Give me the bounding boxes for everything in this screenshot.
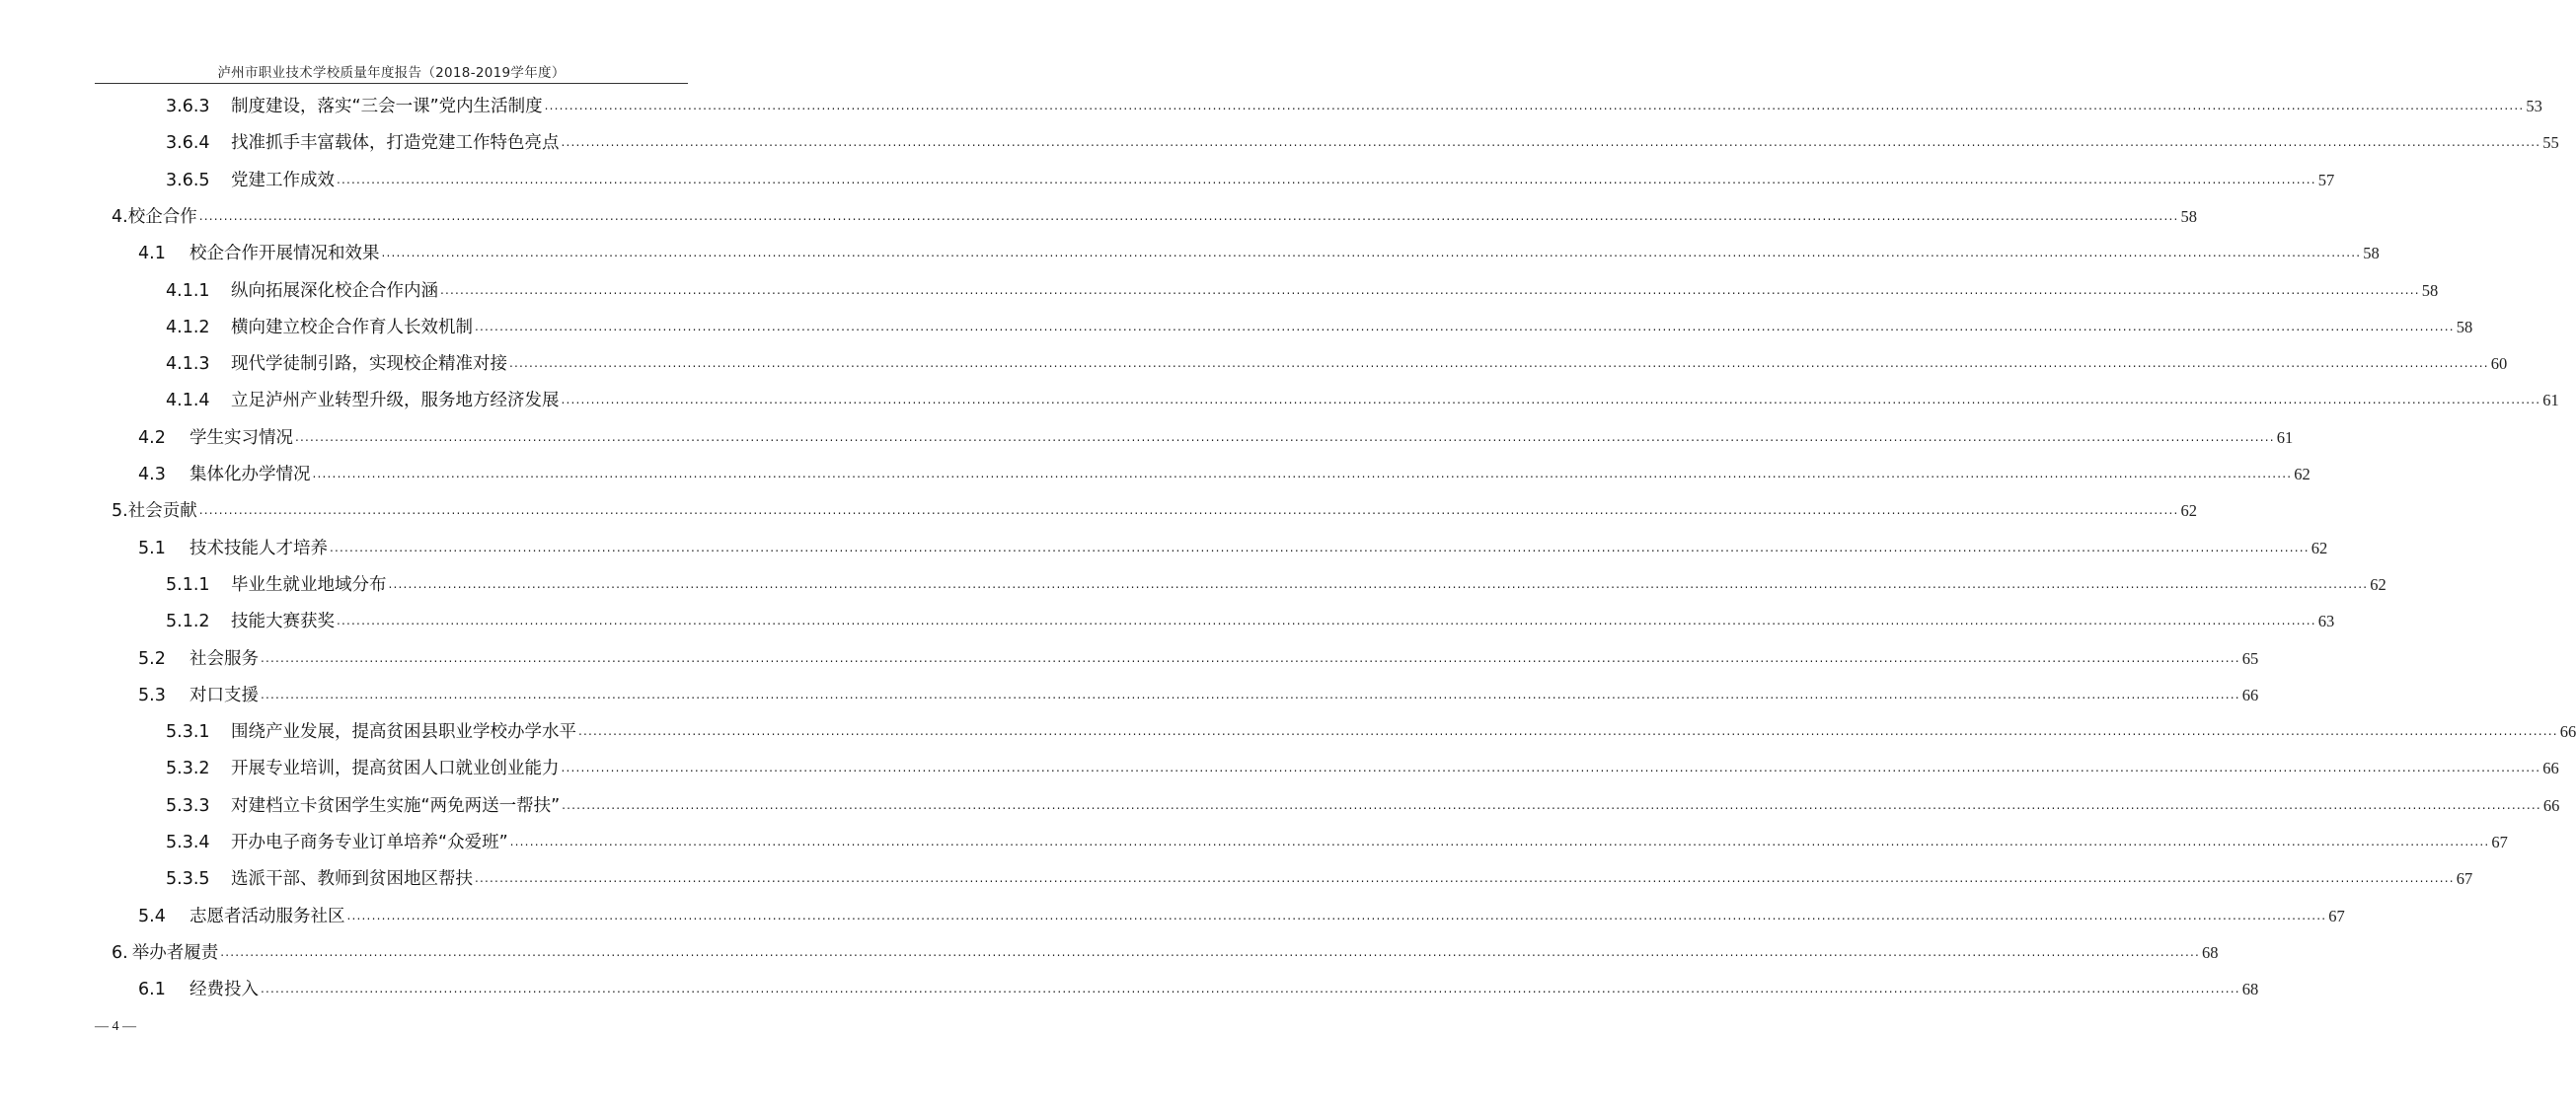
toc-entry-page: 62 [2370,574,2387,594]
toc-dot-leader: ................................................................................................................................................................................................................................................................................................................................................................................................................ [337,172,2316,186]
toc-entry[interactable] [138,535,2328,564]
toc-dot-leader: ................................................................................................................................................................................................................................................................................................................................................................................................................ [198,503,2179,518]
toc-entry-page: 60 [2490,354,2508,374]
toc-entry-page: 61 [2276,427,2294,447]
page-number: — 4 — [95,1019,136,1034]
toc-entry-page: 58 [2421,280,2439,300]
toc-entry-page: 57 [2317,170,2335,189]
toc-entry[interactable] [138,976,2259,1005]
toc-entry[interactable] [138,645,2259,675]
toc-dot-leader: ................................................................................................................................................................................................................................................................................................................................................................................................................ [475,871,2455,886]
toc-entry-title: 毕业生就业地域分布 [231,574,387,595]
toc-dot-leader: ................................................................................................................................................................................................................................................................................................................................................................................................................ [330,540,2310,554]
toc-entry-page: 67 [2491,833,2508,851]
toc-entry[interactable] [166,865,2473,895]
toc-entry-number: 5 [112,501,123,522]
toc-entry-page: 62 [2311,538,2328,557]
toc-dot-leader: ................................................................................................................................................................................................................................................................................................................................................................................................................ [346,908,2327,922]
toc-dot-leader: ................................................................................................................................................................................................................................................................................................................................................................................................................ [295,429,2275,444]
toc-entry-page: 55 [2542,133,2559,153]
toc-entry[interactable] [166,314,2473,343]
toc-entry[interactable] [112,497,2197,527]
toc-entry[interactable] [112,939,2219,969]
toc-entry[interactable] [166,129,2559,159]
toc-entry-page: 67 [2456,869,2473,889]
toc-entry-number: 3.6.5 [166,170,210,190]
toc-entry-number: 6.1 [138,980,166,1000]
toc-entry[interactable] [138,682,2259,711]
toc-dot-leader: ................................................................................................................................................................................................................................................................................................................................................................................................................ [509,835,2490,849]
toc-entry-title: 经费投入 [189,980,259,1000]
toc-entry-title: 志愿者活动服务社区 [189,906,345,926]
toc-entry[interactable] [166,571,2387,601]
toc-entry-number: 3.6.3 [166,97,210,116]
toc-entry[interactable] [112,203,2197,233]
toc-entry-title: .校企合作 [122,206,197,227]
toc-entry-page: 66 [2542,795,2560,815]
toc-entry-title: 技能大赛获奖 [231,612,335,632]
toc-entry-page: 65 [2241,648,2259,668]
toc-entry-number: 4.1 [138,244,166,264]
toc-entry-page: 58 [2180,206,2197,226]
toc-entry-page: 66 [2542,759,2559,778]
toc-entry-number: 4.1.4 [166,391,210,411]
toc-entry-title: 找准抓手丰富载体，打造党建工作特色亮点 [231,133,560,154]
toc-dot-leader: ................................................................................................................................................................................................................................................................................................................................................................................................................ [561,393,2541,407]
header-rule [95,83,688,84]
toc-entry-number: 4.1.3 [166,354,210,375]
page-header: 泸州市职业技术学校质量年度报告（2018-2019学年度） [217,65,566,81]
toc-entry-title: 技术技能人才培养 [189,538,328,558]
toc-entry-page: 62 [2294,465,2311,483]
toc-dot-leader: ................................................................................................................................................................................................................................................................................................................................................................................................................ [261,982,2240,996]
toc-entry[interactable] [138,461,2311,490]
toc-entry-title: 开展专业培训，提高贫困人口就业创业能力 [231,759,560,779]
toc-dot-leader: ................................................................................................................................................................................................................................................................................................................................................................................................................ [561,135,2541,150]
toc-dot-leader: ................................................................................................................................................................................................................................................................................................................................................................................................................ [578,724,2558,739]
toc-dot-leader: ................................................................................................................................................................................................................................................................................................................................................................................................................ [312,467,2293,480]
toc-dot-leader: ................................................................................................................................................................................................................................................................................................................................................................................................................ [544,99,2525,112]
toc-entry-number: 4.1.1 [166,280,210,301]
toc-entry-page: 58 [2363,244,2380,263]
toc-entry-number: 5.3.4 [166,833,210,852]
toc-entry-number: 5.3.2 [166,759,210,779]
toc-entry[interactable] [166,277,2439,307]
toc-dot-leader: ................................................................................................................................................................................................................................................................................................................................................................................................................ [475,319,2455,333]
toc-dot-leader: ................................................................................................................................................................................................................................................................................................................................................................................................................ [337,614,2316,628]
toc-dot-leader: ................................................................................................................................................................................................................................................................................................................................................................................................................ [220,944,2200,959]
toc-entry-title: 学生实习情况 [189,427,293,448]
toc-entry-page: 66 [2559,722,2576,742]
toc-entry-number: 4.2 [138,427,166,448]
toc-entry-title: 现代学徒制引路，实现校企精准对接 [231,354,507,375]
toc-entry[interactable] [138,424,2294,454]
toc-entry-title: 横向建立校企合作育人长效机制 [231,317,473,337]
toc-entry[interactable] [166,350,2508,380]
toc-entry-page: 62 [2180,501,2197,521]
toc-dot-leader: ................................................................................................................................................................................................................................................................................................................................................................................................................ [388,576,2369,591]
toc-entry-number: 4.3 [138,465,166,484]
toc-entry-title: 纵向拓展深化校企合作内涵 [231,280,438,301]
toc-entry-title: .社会贡献 [122,501,197,522]
toc-dot-leader: ................................................................................................................................................................................................................................................................................................................................................................................................................ [561,761,2541,775]
toc-dot-leader: ................................................................................................................................................................................................................................................................................................................................................................................................................ [381,246,2362,260]
toc-entry-title: 对建档立卡贫困学生实施“两免两送一帮扶” [231,795,561,816]
toc-entry-number: 5.4 [138,906,166,926]
toc-entry-title: 集体化办学情况 [189,465,311,484]
toc-entry-number: 5.1.2 [166,612,210,632]
toc-entry-page: 53 [2526,97,2542,115]
toc-entry-number: 5.3 [138,685,166,705]
toc-entry[interactable] [166,755,2559,784]
toc-entry[interactable] [138,903,2345,932]
toc-entry-title: 开办电子商务专业订单培养“众爱班” [231,833,508,852]
toc-entry-number: 5.3.3 [166,795,210,816]
toc-dot-leader: ................................................................................................................................................................................................................................................................................................................................................................................................................ [261,650,2240,665]
toc-entry-number: 4 [112,206,123,227]
toc-entry-page: 58 [2456,317,2473,336]
toc-entry-page: 61 [2542,391,2559,410]
toc-entry-page: 68 [2241,980,2259,999]
toc-entry-number: 5.3.5 [166,869,210,890]
toc-dot-leader: ................................................................................................................................................................................................................................................................................................................................................................................................................ [509,356,2489,371]
toc-entry-number: 4.1.2 [166,317,210,337]
toc-entry-title: 校企合作开展情况和效果 [189,244,380,264]
toc-dot-leader: ................................................................................................................................................................................................................................................................................................................................................................................................................ [261,687,2240,701]
toc-entry-number: 5.1 [138,538,166,558]
toc-entry[interactable] [166,608,2335,637]
toc-dot-leader: ................................................................................................................................................................................................................................................................................................................................................................................................................ [198,208,2179,223]
toc-entry-title: 对口支援 [189,685,259,705]
toc-dot-leader: ................................................................................................................................................................................................................................................................................................................................................................................................................ [562,797,2541,812]
toc-entry-number: 5.1.1 [166,574,210,595]
toc-entry[interactable] [166,93,2542,122]
toc-entry-page: 63 [2317,612,2335,631]
toc-entry[interactable] [166,792,2560,822]
toc-entry-number: 6. [112,942,128,963]
toc-entry[interactable] [166,167,2335,196]
toc-entry[interactable] [166,829,2508,858]
toc-entry-number: 3.6.4 [166,133,210,154]
toc-entry-title: 选派干部、教师到贫困地区帮扶 [231,869,473,890]
toc-entry-number: 5.2 [138,648,166,669]
toc-entry-page: 66 [2241,685,2259,704]
toc-entry-page: 67 [2328,906,2345,925]
toc-entry-number: 5.3.1 [166,722,210,743]
toc-entry[interactable] [166,718,2576,748]
toc-entry-title: 立足泸州产业转型升级，服务地方经济发展 [231,391,560,411]
toc-dot-leader: ................................................................................................................................................................................................................................................................................................................................................................................................................ [440,282,2420,297]
toc-entry-title: 制度建设，落实“三会一课”党内生活制度 [231,97,543,116]
toc-entry-title: 党建工作成效 [231,170,335,190]
toc-entry-title: 围绕产业发展，提高贫困县职业学校办学水平 [231,722,576,743]
toc-entry[interactable] [138,240,2380,269]
toc-entry[interactable] [166,387,2559,416]
toc-entry-title: 举办者履责 [131,942,219,963]
toc-entry-page: 68 [2201,942,2219,962]
toc-entry-title: 社会服务 [189,648,259,669]
